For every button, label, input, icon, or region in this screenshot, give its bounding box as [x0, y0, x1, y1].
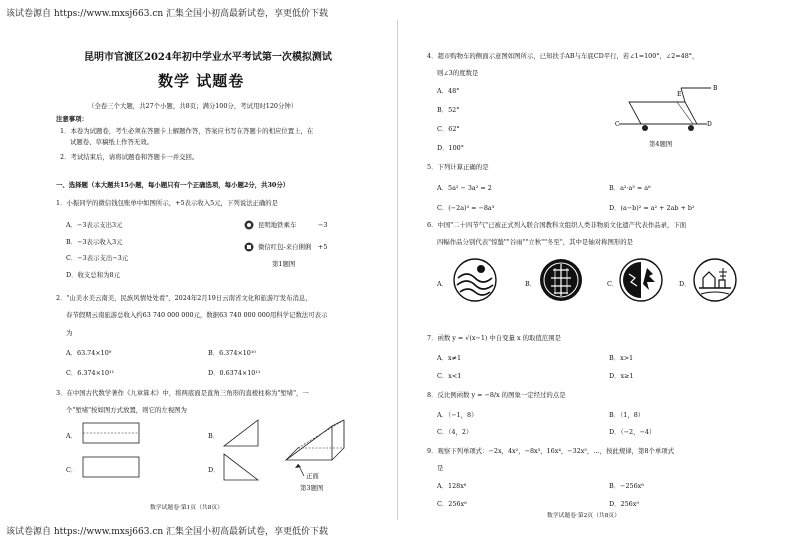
- q1-fig-caption: 第1题图: [272, 260, 296, 268]
- q4-option-a: A．48°: [437, 87, 460, 95]
- q1-option-a: A．−3表示支出3元: [66, 221, 123, 229]
- q1-option-b: B．−3表示收入3元: [66, 238, 123, 246]
- q9-option-a: A．128x⁸: [437, 482, 467, 490]
- q4-option-d: D．100°: [437, 144, 464, 152]
- note-2: 2．考试结束后，请将试题卷和答题卡一并交回。: [60, 153, 199, 161]
- q3-option-c-figure: [82, 454, 142, 480]
- svg-text:C: C: [615, 121, 620, 128]
- q4-cart-figure: [615, 80, 725, 134]
- q2-option-b: B．6.374×10¹⁰: [208, 349, 256, 357]
- exam-title: 昆明市官渡区2024年初中学业水平考试第一次模拟测试: [84, 52, 332, 63]
- q6-option-a: A．: [437, 280, 449, 288]
- q9-option-c: C．256x⁸: [437, 500, 467, 508]
- q6-option-c: C．: [607, 280, 619, 288]
- watermark-top: 该试卷源自 https://www.mxsj663.cn 汇集全国小初高最新试卷，享更低价下载: [6, 9, 329, 19]
- q3-option-b: B．: [208, 432, 220, 440]
- q7-option-d: D．x≥1: [609, 372, 634, 380]
- svg-text:D: D: [707, 121, 712, 128]
- q9-option-b: B．−256x⁸: [609, 482, 644, 490]
- q5-option-b: B．a²·a³ = a⁶: [609, 184, 651, 192]
- q5-option-c: C．(−2a)³ = −8a³: [437, 204, 495, 212]
- q6-option-b-image: [539, 258, 583, 302]
- note-1b: 试题卷、草稿纸上作答无效。: [70, 138, 154, 146]
- q1-fig-row1-label: 昆明地铁乘车: [258, 221, 297, 229]
- q9-line-1: 9．观察下列单项式：−2x，4x²，−8x³，16x⁴，−32x⁵，…，按此规律，第8个单项式: [427, 447, 675, 455]
- q6-option-d-image: [693, 258, 737, 302]
- svg-text:E: E: [677, 91, 682, 98]
- q2-line-3: 为: [66, 329, 73, 337]
- q8-stem: 8．反比例函数 y = −8/x 的图象一定经过的点是: [427, 391, 566, 399]
- exam-info: （全卷三个大题，共27个小题，共8页；满分100分，考试用时120分钟）: [88, 102, 298, 110]
- q3-option-d: D．: [208, 466, 220, 474]
- svg-text:B: B: [713, 85, 718, 92]
- q6-line-1: 6．中国"二十四节气"已被正式列入联合国教科文组织人类非物质文化遗产代表作品录，下面: [427, 221, 687, 229]
- q7-option-c: C．x<1: [437, 372, 462, 380]
- q1-option-c: C．−3表示支出−3元: [66, 254, 129, 262]
- note-1a: 1．本卷为试题卷，考生必须在答题卡上解题作答，答案应书写在答题卡的相应位置上，在: [60, 127, 314, 135]
- q3-option-a: A．: [66, 432, 78, 440]
- q9-option-d: D．256x⁹: [609, 500, 639, 508]
- q6-line-2: 四幅作品分别代表"惊蛰""谷雨""立秋""冬至"，其中是轴对称图形的是: [437, 238, 634, 246]
- q4-line-1: 4．超市购物车的侧面示意图如图所示，已知扶手AB与车底CD平行，若∠1=100°，∠2=48°，: [427, 52, 699, 60]
- q2-line-2: 春节假期云南旅游总收入约63 740 000 000元，数据63 740 000 000用科学记数法可表示: [66, 311, 328, 319]
- metro-icon: [244, 220, 254, 230]
- q4-option-b: B．52°: [437, 106, 460, 114]
- q5-option-a: A．5a² − 3a² = 2: [437, 184, 492, 192]
- watermark-bottom: 该试卷源自 https://www.mxsj663.cn 汇集全国小初高最新试卷，享更低价下载: [6, 527, 329, 537]
- q3-line-1: 3．在中国古代数学著作《九章算术》中，将两底面是直角三角形的直棱柱称为"堑堵"，一: [56, 389, 309, 397]
- q2-line-1: 2．"山美水美云南美，民族风情处处看"，2024年2月19日云南省文化和旅游厅发布消息，: [56, 294, 312, 302]
- right-page: [397, 18, 794, 520]
- q1-fig-row2-label: 微信红包-来自俐俐: [258, 243, 312, 251]
- q1-stem: 1．小振同学的微信钱包账单中如图所示，+5表示收入5元，下列说法正确的是: [56, 199, 279, 207]
- q3-option-b-figure: [222, 418, 262, 448]
- q1-option-d: D．收支总和为8元: [66, 271, 120, 279]
- q8-option-b: B．（1，8）: [609, 411, 645, 419]
- q9-line-2: 是: [437, 464, 444, 472]
- q6-option-b: B．: [525, 280, 537, 288]
- exam-subtitle: 数学 试题卷: [158, 72, 245, 90]
- q3-option-a-figure: [82, 420, 142, 446]
- q2-option-a: A．63.74×10⁹: [66, 349, 112, 357]
- q4-fig-caption: 第4题图: [649, 140, 673, 148]
- q1-fig-row2-value: +5: [318, 243, 328, 251]
- q6-option-d: D．: [679, 280, 691, 288]
- q3-fig-caption: 第3题图: [300, 484, 324, 492]
- right-page-footer: 数学试题卷·第2页（共8页）: [547, 513, 620, 519]
- q3-prism-figure: [284, 420, 354, 480]
- q2-option-c: C．6.374×10¹¹: [66, 369, 115, 377]
- q7-option-b: B．x>1: [609, 354, 634, 362]
- section-1-heading: 一、选择题（本大题共15小题，每小题只有一个正确选项，每小题2分，共30分）: [56, 181, 290, 189]
- q3-line-2: 个"堑堵"按如图方式放置，则它的左视图为: [66, 406, 187, 414]
- q6-option-a-image: [453, 258, 497, 302]
- left-page-footer: 数学试题卷·第1页（共8页）: [150, 505, 223, 511]
- q6-option-c-image: [619, 258, 663, 302]
- q4-line-2: 则∠3的度数是: [437, 69, 479, 77]
- q2-option-d: D．0.6374×10¹¹: [208, 369, 261, 377]
- q3-front-label: 正面: [306, 472, 319, 480]
- red-packet-icon: [244, 242, 254, 252]
- notes-heading: 注意事项：: [56, 115, 88, 123]
- q8-option-a: A．（−1，8）: [437, 411, 478, 419]
- q7-option-a: A．x≠1: [437, 354, 462, 362]
- q5-option-d: D．(a−b)² = a² + 2ab + b²: [609, 204, 695, 212]
- q8-option-c: C．（4，2）: [437, 428, 473, 436]
- q1-fig-row1-value: −3: [318, 221, 328, 229]
- q7-stem: 7．函数 y = √(x−1) 中自变量 x 的取值范围是: [427, 334, 561, 342]
- q3-option-c: C．: [66, 466, 78, 474]
- q5-stem: 5．下列计算正确的是: [427, 163, 489, 171]
- q4-option-c: C．62°: [437, 125, 460, 133]
- q3-option-d-figure: [222, 452, 262, 482]
- q8-option-d: D．（−2，−4）: [609, 428, 656, 436]
- left-page: [0, 18, 397, 520]
